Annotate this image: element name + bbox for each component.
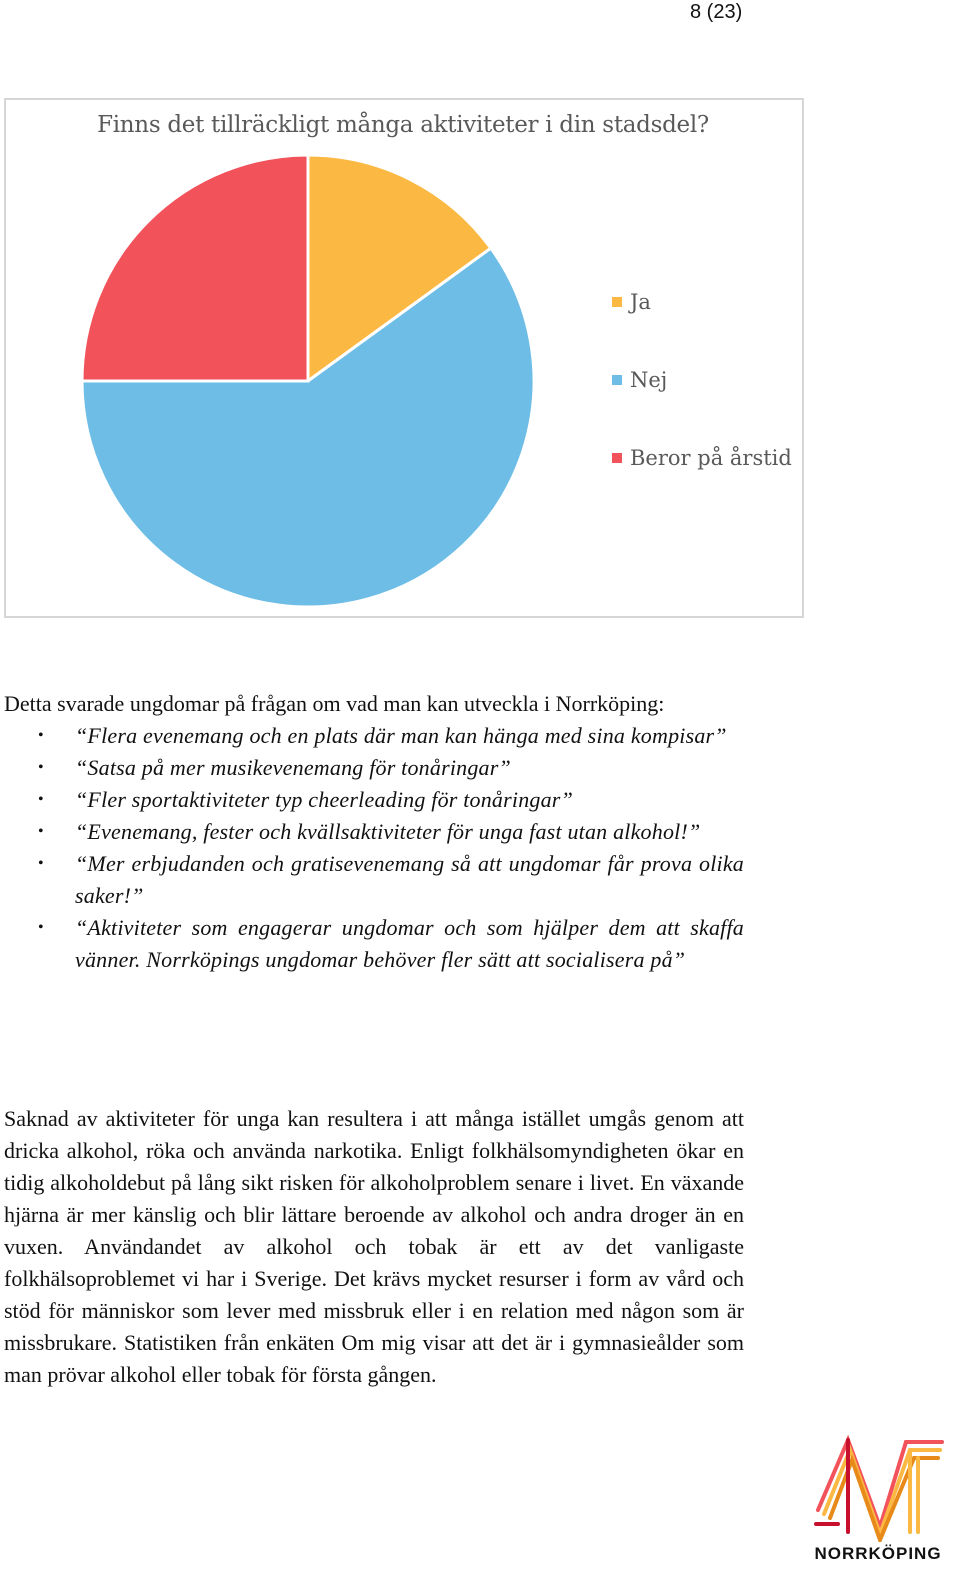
quote-text: “Satsa på mer musikevenemang för tonåringar” (75, 755, 511, 780)
page-number: 8 (23) (690, 1, 743, 23)
bullet-icon: • (38, 791, 44, 808)
intro-text: Detta svarade ungdomar på frågan om vad man kan utveckla i Norrköping: (4, 691, 665, 716)
bullet-icon: • (38, 855, 44, 872)
legend-item (612, 290, 651, 314)
pie-slice-beror-på-årstid (82, 155, 308, 381)
quote-item (0, 848, 744, 912)
bullet-icon: • (38, 823, 44, 840)
legend-swatch (612, 453, 622, 463)
legend-item (612, 446, 792, 470)
legend-label: Beror på årstid (630, 446, 792, 470)
legend-label: Ja (630, 290, 651, 314)
quote-text: “Evenemang, fester och kvällsaktiviteter för unga fast utan alkohol!” (75, 819, 701, 844)
bullet-icon: • (38, 727, 44, 744)
quote-item (0, 912, 744, 976)
legend-label: Nej (630, 368, 668, 392)
quote-text: “Aktiviteter som engagerar ungdomar och som hjälper dem att skaffa vänner. Norrköpings ungdomar behöver fler sätt att socialisera på” (75, 915, 744, 972)
quote-item (0, 816, 744, 848)
logo-wordmark: NORRKÖPING (814, 1544, 942, 1563)
quote-item (0, 720, 744, 752)
legend-swatch (612, 297, 622, 307)
quote-item (0, 752, 744, 784)
quote-text: “Fler sportaktiviteter typ cheerleading för tonåringar” (75, 787, 574, 812)
quote-list (0, 720, 744, 976)
chart-title: Finns det tillräckligt många aktiviteter i din stadsdel? (97, 112, 709, 138)
quote-text: “Mer erbjudanden och gratisevenemang så att ungdomar får prova olika saker!” (75, 851, 744, 908)
quote-text: “Flera evenemang och en plats där man kan hänga med sina kompisar” (75, 723, 727, 748)
bullet-icon: • (38, 919, 44, 936)
norrkoping-logo-mark (808, 1432, 948, 1542)
quote-item (0, 784, 744, 816)
norrkoping-logo (808, 1432, 948, 1568)
legend-swatch (612, 375, 622, 385)
body-paragraph: Saknad av aktiviteter för unga kan resultera i att många istället umgås genom att dricka alkohol, röka och använda narkotika. Enligt folkhälsomyndigheten ökar en tidig alkoholdebut på lång sikt risken för alkoholproblem senare i livet. En växande hjärna är mer känslig och blir lättare beroende av alkohol och andra droger än en vuxen. Användandet av alkohol och tobak är ett av det vanligaste folkhälsoproblemet vi har i Sverige. Det krävs mycket resurser i form av vård och stöd för människor som lever med missbruk eller i en relation med någon som är missbrukare. Statistiken från enkäten Om mig visar att det är i gymnasieålder som man prövar alkohol eller tobak för första gången. (4, 1106, 744, 1387)
bullet-icon: • (38, 759, 44, 776)
legend-item (612, 368, 667, 392)
